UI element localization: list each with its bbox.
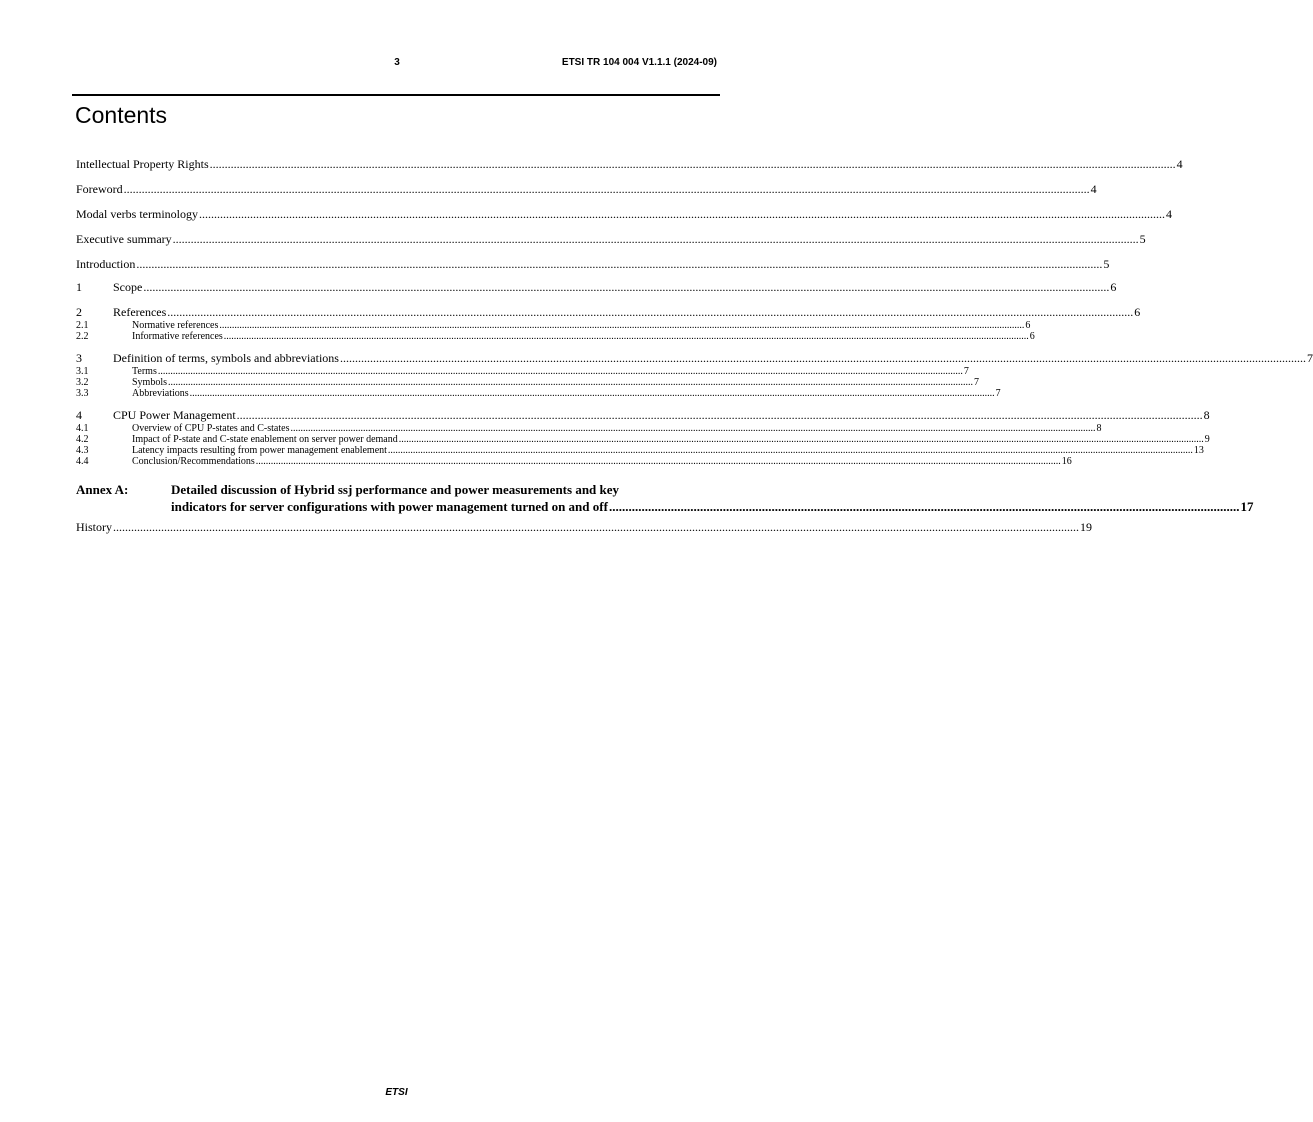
toc-entry-page: 5	[1139, 232, 1146, 246]
toc-entry-page: 13	[1193, 445, 1204, 456]
dot-leader	[340, 351, 1306, 366]
toc-entry-page: 4	[1176, 157, 1183, 171]
footer-etsi: ETSI	[385, 1087, 408, 1098]
dot-leader	[136, 257, 1102, 271]
annex-title-line-2-row	[171, 498, 1253, 515]
toc-entry-number: 2	[76, 305, 82, 319]
toc-entry-section-3[interactable]	[76, 342, 1313, 366]
dot-leader	[256, 456, 1061, 467]
dot-leader	[388, 445, 1193, 456]
toc-entry-page: 7	[963, 366, 969, 377]
toc-entry-page: 4	[1165, 207, 1172, 221]
annex-title	[171, 481, 1253, 515]
dot-leader	[210, 157, 1176, 171]
toc-entry-number: 3.1	[76, 366, 89, 377]
toc-entry-page: 9	[1204, 434, 1210, 445]
toc-entry-page: 6	[1134, 305, 1141, 319]
toc-entry-title: Modal verbs terminology	[76, 207, 198, 221]
dot-leader	[199, 207, 1165, 221]
toc-entry-subsection-4-2[interactable]	[76, 434, 1210, 445]
toc-entry-page: 6	[1025, 320, 1031, 331]
toc-entry-page: 16	[1061, 456, 1072, 467]
dot-leader	[224, 331, 1029, 342]
toc-entry-title: Overview of CPU P-states and C-states	[132, 423, 290, 434]
dot-leader	[158, 366, 963, 377]
toc-entry-title: Conclusion/Recommendations	[132, 456, 255, 467]
toc-entry-number: 2.1	[76, 320, 89, 331]
toc-entry-title: Impact of P-state and C-state enablement on server power demand	[132, 434, 398, 445]
dot-leader	[168, 377, 973, 388]
toc-entry-section-1[interactable]	[76, 271, 1117, 295]
toc-entry-page: 6	[1110, 280, 1117, 294]
table-of-contents	[76, 146, 1313, 534]
contents-heading: Contents	[75, 102, 168, 128]
toc-entry-number: 3.3	[76, 388, 89, 399]
toc-entry-section-2[interactable]	[76, 295, 1141, 320]
toc-entry-title: Executive summary	[76, 232, 172, 246]
toc-entry-title: Terms	[132, 366, 157, 377]
toc-entry-modal-verbs-terminology[interactable]	[76, 196, 1172, 221]
toc-entry-title: Symbols	[132, 377, 168, 388]
page-number: 3	[394, 57, 400, 68]
toc-entry-title: Normative references	[132, 320, 219, 331]
toc-entry-number: 2.2	[76, 331, 89, 342]
toc-entry-title: Informative references	[132, 331, 223, 342]
dot-leader	[190, 388, 995, 399]
toc-entry-number: 4.1	[76, 423, 89, 434]
toc-entry-intellectual-property-rights[interactable]	[76, 146, 1183, 171]
dot-leader	[124, 182, 1090, 196]
toc-entry-executive-summary[interactable]	[76, 221, 1146, 246]
toc-entry-page: 7	[1306, 351, 1313, 365]
toc-entry-history[interactable]	[76, 520, 1092, 534]
toc-entry-subsection-2-1[interactable]	[76, 320, 1031, 331]
toc-entry-subsection-4-3[interactable]	[76, 445, 1204, 456]
toc-entry-number: 3.2	[76, 377, 89, 388]
toc-entry-title: Latency impacts resulting from power management enablement	[132, 445, 387, 456]
toc-entry-title: Foreword	[76, 182, 123, 196]
toc-entry-section-4[interactable]	[76, 399, 1210, 423]
annex-label: Annex A:	[76, 482, 129, 497]
toc-entry-page: 17	[1240, 499, 1254, 514]
dot-leader	[173, 232, 1139, 246]
toc-entry-page: 7	[995, 388, 1001, 399]
toc-entry-subsection-2-2[interactable]	[76, 331, 1035, 342]
toc-entry-page: 4	[1090, 182, 1097, 196]
dot-leader	[609, 498, 1240, 515]
toc-entry-annex-a[interactable]	[76, 481, 1254, 515]
toc-entry-title: CPU Power Management	[113, 408, 236, 422]
document-reference: ETSI TR 104 004 V1.1.1 (2024-09)	[561, 57, 717, 68]
toc-entry-subsection-3-1[interactable]	[76, 366, 969, 377]
toc-entry-title: Definition of terms, symbols and abbreviations	[113, 351, 339, 365]
toc-entry-number: 4.4	[76, 456, 89, 467]
toc-entry-title: Introduction	[76, 257, 136, 271]
toc-entry-number: 4.3	[76, 445, 89, 456]
dot-leader	[290, 423, 1095, 434]
annex-title-line-2: indicators for server configurations with power management turned on and off	[171, 499, 608, 514]
toc-entry-subsection-4-1[interactable]	[76, 423, 1102, 434]
toc-entry-foreword[interactable]	[76, 171, 1097, 196]
toc-entry-title: Scope	[113, 280, 143, 294]
dot-leader	[219, 320, 1024, 331]
toc-entry-title: History	[76, 520, 112, 534]
toc-entry-number: 3	[76, 351, 82, 365]
toc-entry-introduction[interactable]	[76, 246, 1110, 271]
toc-entry-page: 5	[1103, 257, 1110, 271]
toc-entry-page: 8	[1203, 408, 1210, 422]
toc-entry-subsection-4-4[interactable]	[76, 456, 1072, 467]
toc-entry-title: References	[113, 305, 167, 319]
annex-title-line-1: Detailed discussion of Hybrid ssj performance and power measurements and key	[171, 482, 620, 497]
dot-leader	[399, 434, 1204, 445]
toc-entry-title: Abbreviations	[132, 388, 189, 399]
dot-leader	[237, 408, 1203, 423]
toc-entry-subsection-3-3[interactable]	[76, 388, 1001, 399]
toc-entry-number: 4.2	[76, 434, 89, 445]
toc-entry-title: Intellectual Property Rights	[76, 157, 209, 171]
toc-entry-page: 19	[1080, 520, 1092, 534]
dot-leader	[167, 305, 1133, 320]
toc-entry-page: 6	[1029, 331, 1035, 342]
header-rule	[72, 94, 720, 96]
dot-leader	[143, 280, 1109, 295]
toc-entry-subsection-3-2[interactable]	[76, 377, 980, 388]
toc-entry-number: 1	[76, 280, 82, 294]
toc-entry-page: 7	[974, 377, 980, 388]
dot-leader	[113, 520, 1079, 535]
toc-entry-page: 8	[1096, 423, 1102, 434]
toc-entry-number: 4	[76, 408, 82, 422]
